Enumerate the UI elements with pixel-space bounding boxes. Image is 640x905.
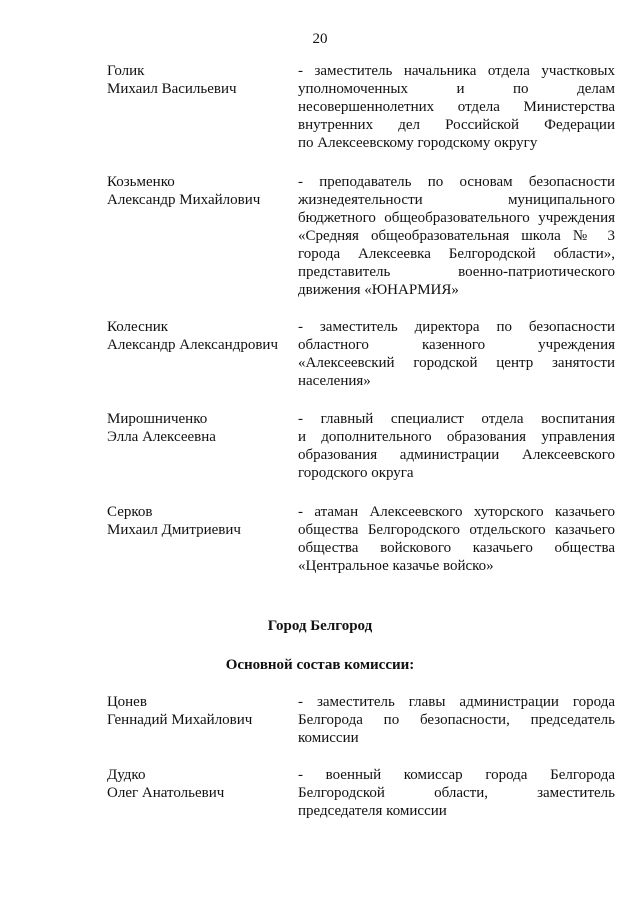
role-line: городского округа [298,465,414,481]
role-line: Белгорода по безопасности, председатель [298,712,615,728]
member-surname: Колесник [107,319,169,335]
role-line: - военный комиссар города Белгорода [298,767,615,783]
page-number: 20 [312,31,328,47]
role-line: комиссии [298,730,359,746]
member-given-name: Олег Анатольевич [107,785,225,801]
member-surname: Голик [107,63,145,79]
role-line: образования администрации Алексеевского [298,447,615,463]
commission-heading: Основной состав комиссии: [225,657,415,673]
role-line: населения» [298,373,371,389]
member-role [298,62,615,152]
member-given-name: Михаил Васильевич [107,81,237,97]
member-name [107,318,292,354]
role-line: несовершеннолетних отдела Министерства [298,99,615,115]
member-role [298,693,615,747]
member-role [298,410,615,482]
role-line: бюджетного общеобразовательного учреждения [298,210,615,226]
member-given-name: Александр Александрович [107,337,278,353]
member-role [298,173,615,299]
member-surname: Козьменко [107,174,175,190]
member-name [107,766,292,802]
role-line: представитель военно-патриотического [298,264,615,280]
member-surname: Серков [107,504,153,520]
role-line: - главный специалист отдела воспитания [298,411,615,427]
role-line: - атаман Алексеевского хуторского казачьего [298,504,615,520]
member-name [107,693,292,729]
role-line: - преподаватель по основам безопасности [298,174,615,190]
role-line: и дополнительного образования управления [298,429,615,445]
member-given-name: Михаил Дмитриевич [107,522,241,538]
member-given-name: Геннадий Михайлович [107,712,253,728]
member-name [107,62,292,98]
role-line: общества Белгородского отдельского казачьего [298,522,615,538]
role-line: города Алексеевка Белгородской области», [298,246,615,262]
role-line: Белгородской области, заместитель [298,785,615,801]
member-name [107,503,292,539]
role-line: «Алексеевский городской центр занятости [298,355,615,371]
member-name [107,410,292,446]
role-line: - заместитель главы администрации города [298,694,615,710]
member-surname: Цонев [107,694,147,710]
role-line: движения «ЮНАРМИЯ» [298,282,459,298]
member-role [298,503,615,575]
role-line: областного казенного учреждения [298,337,615,353]
role-line: - заместитель начальника отдела участковых [298,63,615,79]
member-role [298,766,615,820]
role-line: внутренних дел Российской Федерации [298,117,615,133]
member-given-name: Александр Михайлович [107,192,261,208]
member-name [107,173,292,209]
member-surname: Дудко [107,767,146,783]
role-line: «Центральное казачье войско» [298,558,494,574]
city-heading: Город Белгород [267,618,373,634]
role-line: жизнедеятельности муниципального [298,192,615,208]
member-given-name: Элла Алексеевна [107,429,216,445]
role-line: общества войскового казачьего общества [298,540,615,556]
role-line: «Средняя общеобразовательная школа № 3 [298,228,615,244]
role-line: председателя комиссии [298,803,447,819]
member-surname: Мирошниченко [107,411,208,427]
role-line: - заместитель директора по безопасности [298,319,615,335]
role-line: уполномоченных и по делам [298,81,615,97]
member-role [298,318,615,390]
role-line: по Алексеевскому городскому округу [298,135,538,151]
